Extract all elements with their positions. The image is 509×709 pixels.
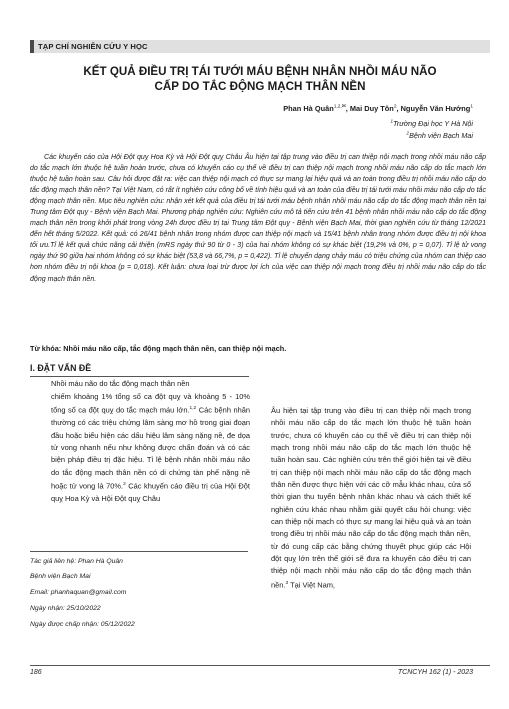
right-column-body: Âu hiện tại tập trung vào điều trị can thiệp nội mạch trong nhồi máu não cấp do tắc mạch lớn thuộc hệ tuần hoàn trước, chưa có khuyến cáo cụ thể về điều trị can thiệp nội mạch trong nhồi máu não cấp do tắc mạch lớn thuộc hệ tuần hoàn sau. Các nghiên cứu trên thế giới hiện tại về điều trị can thiệp nội mạch nhồi máu não cấp do tắc động mạch thân nền được thực hiện với các cỡ mẫu khác nhau, cửa sổ thời gian thu tuyển bệnh nhân khác nhau và cách thiết kế nghiên cứu khác nhau nhằm giải quyết câu hỏi chung: việc can thiệp nội mạch có thực sự mang lại hiệu quả và an toàn trong điều trị nhồi máu não cấp do tắc động mạch thân nền, từ đó cung cấp các bằng chứng thuyết phục giúp các Hội đột quỵ lớn trên thế giới sẽ đưa ra khuyến cáo điều trị can thiệp nội mạch nhồi máu não cấp do tắc động mạch thân nền.$^3$ Tại Việt Nam, bbox=[271, 406, 471, 590]
author-2: , Mai Duy Tôn bbox=[345, 104, 394, 113]
left-column-first-line: Nhồi máu não do tắc động mạch thân nền bbox=[51, 379, 190, 388]
affiliation-2: $^2$Bệnh viện Bạch Mai bbox=[406, 131, 473, 140]
footnote-received: Ngày nhận: 25/10/2022 bbox=[30, 605, 101, 612]
keywords: Từ khóa: Nhồi máu não cấp, tắc động mạch thân nền, can thiệp nội mạch. bbox=[30, 344, 287, 353]
footer-rule bbox=[30, 665, 490, 666]
author-3-affil: 1 bbox=[470, 104, 473, 110]
footnote-corresponding-author: Tác giả liên hệ: Phan Hà Quân bbox=[30, 558, 123, 565]
journal-name-bar: TẠP CHÍ NGHIÊN CỨU Y HỌC bbox=[30, 40, 490, 53]
footnote-institution: Bệnh viện Bạch Mai bbox=[30, 573, 91, 580]
author-2-affil: 2 bbox=[393, 104, 397, 110]
author-1: Phan Hà Quân bbox=[283, 104, 334, 113]
abstract: Các khuyến cáo của Hội Đột quỵ Hoa Kỳ và Hội Đột quỵ Châu Âu hiện tại tập trung vào điều trị can thiệp nội mạch trong nhồi máu não cấp do tắc mạch lớn thuộc hệ tuần hoàn trước, chưa có khuyến cáo cụ thể về điều trị can thiệp nội mạch trong nhồi máu não cấp do tắc mạch lớn thuộc hệ tuần hoàn sau. Câu hỏi được đặt ra: việc can thiệp nội mạch có thực sự mang lại hiệu quả và an toàn trong điều trị nhồi máu não cấp do tắc động mạch thân nền? Tại Việt Nam, có rất ít nghiên cứu công bố về tính hiệu quả và an toàn của điều trị tái tưới máu nhồi máu não cấp do tắc động mạch thân nền. Mục tiêu nghiên cứu: nhận xét kết quả của điều trị tái tưới máu bệnh nhân nhồi máu não cấp do tắc động mạch thân nền tại Trung tâm Đột quỵ - Bệnh viện Bạch Mai. Phương pháp nghiên cứu: Nghiên cứu mô tả tiến cứu trên 41 bệnh nhân nhồi máu não cấp do tắc động mạch thân nền trong khởi phát trong vòng 24h được điều trị tại Trung tâm Đột quỵ - Bệnh viện Bạch Mai, thời gian nghiên cứu từ tháng 12/2021 đến hết tháng 5/2022. Kết quả: có 26/41 bệnh nhân trong nhóm được can thiệp nội mạch và 15/41 bệnh nhân trong nhóm được điều trị nội khoa tối ưu.Tỉ lệ kết quả chức năng cải thiện (mRS ngày thứ 90 từ 0 - 3) của hai nhóm không có sự khác biệt (19,2% và 0%, p = 0,07). Tỉ lệ tử vong ngày thứ 90 giữa hai nhóm không có sự khác biệt (53,8 và 66,7%, p = 0,422). Tỉ lệ chuyển dạng chảy máu có triệu chứng của nhóm can thiệp cao hơn nhóm điều trị nội khoa (p = 0,018). Kết luận: chưa loại trừ được lợi ích của việc can thiệp nội mạch trong điều trị nhồi máu não cấp do tắc động mạch thân nền. bbox=[30, 154, 486, 283]
title-line-1: KẾT QUẢ ĐIỀU TRỊ TÁI TƯỚI MÁU BỆNH NHÂN NHỒI MÁU NÃO bbox=[83, 65, 437, 78]
page-number: 186 bbox=[30, 669, 42, 676]
footnote-divider bbox=[30, 551, 248, 552]
author-3: , Nguyễn Văn Hướng bbox=[396, 104, 471, 113]
affiliation-1: $^1$Trường Đại học Y Hà Nội bbox=[390, 119, 473, 128]
author-list bbox=[283, 104, 473, 113]
corresponding-mail-icon: ✉ bbox=[341, 104, 346, 110]
journal-issue: TCNCYH 162 (1) - 2023 bbox=[397, 669, 473, 676]
title-line-2: CẤP DO TẮC ĐỘNG MẠCH THÂN NỀN bbox=[154, 80, 366, 93]
left-column-body: chiếm khoảng 1% tổng số ca đột quỵ và khoảng 5 - 10% tổng số ca đột quỵ do tắc mạch máu lớn.$^{1,2}$ Các bệnh nhân thường có các triệu chứng lâm sàng mơ hồ trong giai đoạn đầu hoặc biểu hiện các dấu hiệu lâm sàng nặng nề, đe dọa tử vong nhanh nếu như không được chẩn đoán và có các biện pháp điều trị đặc hiệu. Tỉ lệ bệnh nhân nhồi máu não do tắc động mạch thân nền có di chứng tàn phế nặng nề hoặc tử vong là 70%.$^2$ Các khuyến cáo điều trị của Hội Đột quỵ Hoa Kỳ và Hội Đột quỵ Châu bbox=[51, 392, 250, 503]
author-1-affil: 1,2, bbox=[333, 104, 342, 110]
footnote-accepted: Ngày được chấp nhận: 05/12/2022 bbox=[30, 621, 135, 628]
section-heading: I. ĐẶT VẤN ĐỀ bbox=[30, 362, 249, 377]
footnote-email: Email: phanhaquan@gmail.com bbox=[30, 589, 127, 596]
article-title bbox=[30, 64, 490, 94]
